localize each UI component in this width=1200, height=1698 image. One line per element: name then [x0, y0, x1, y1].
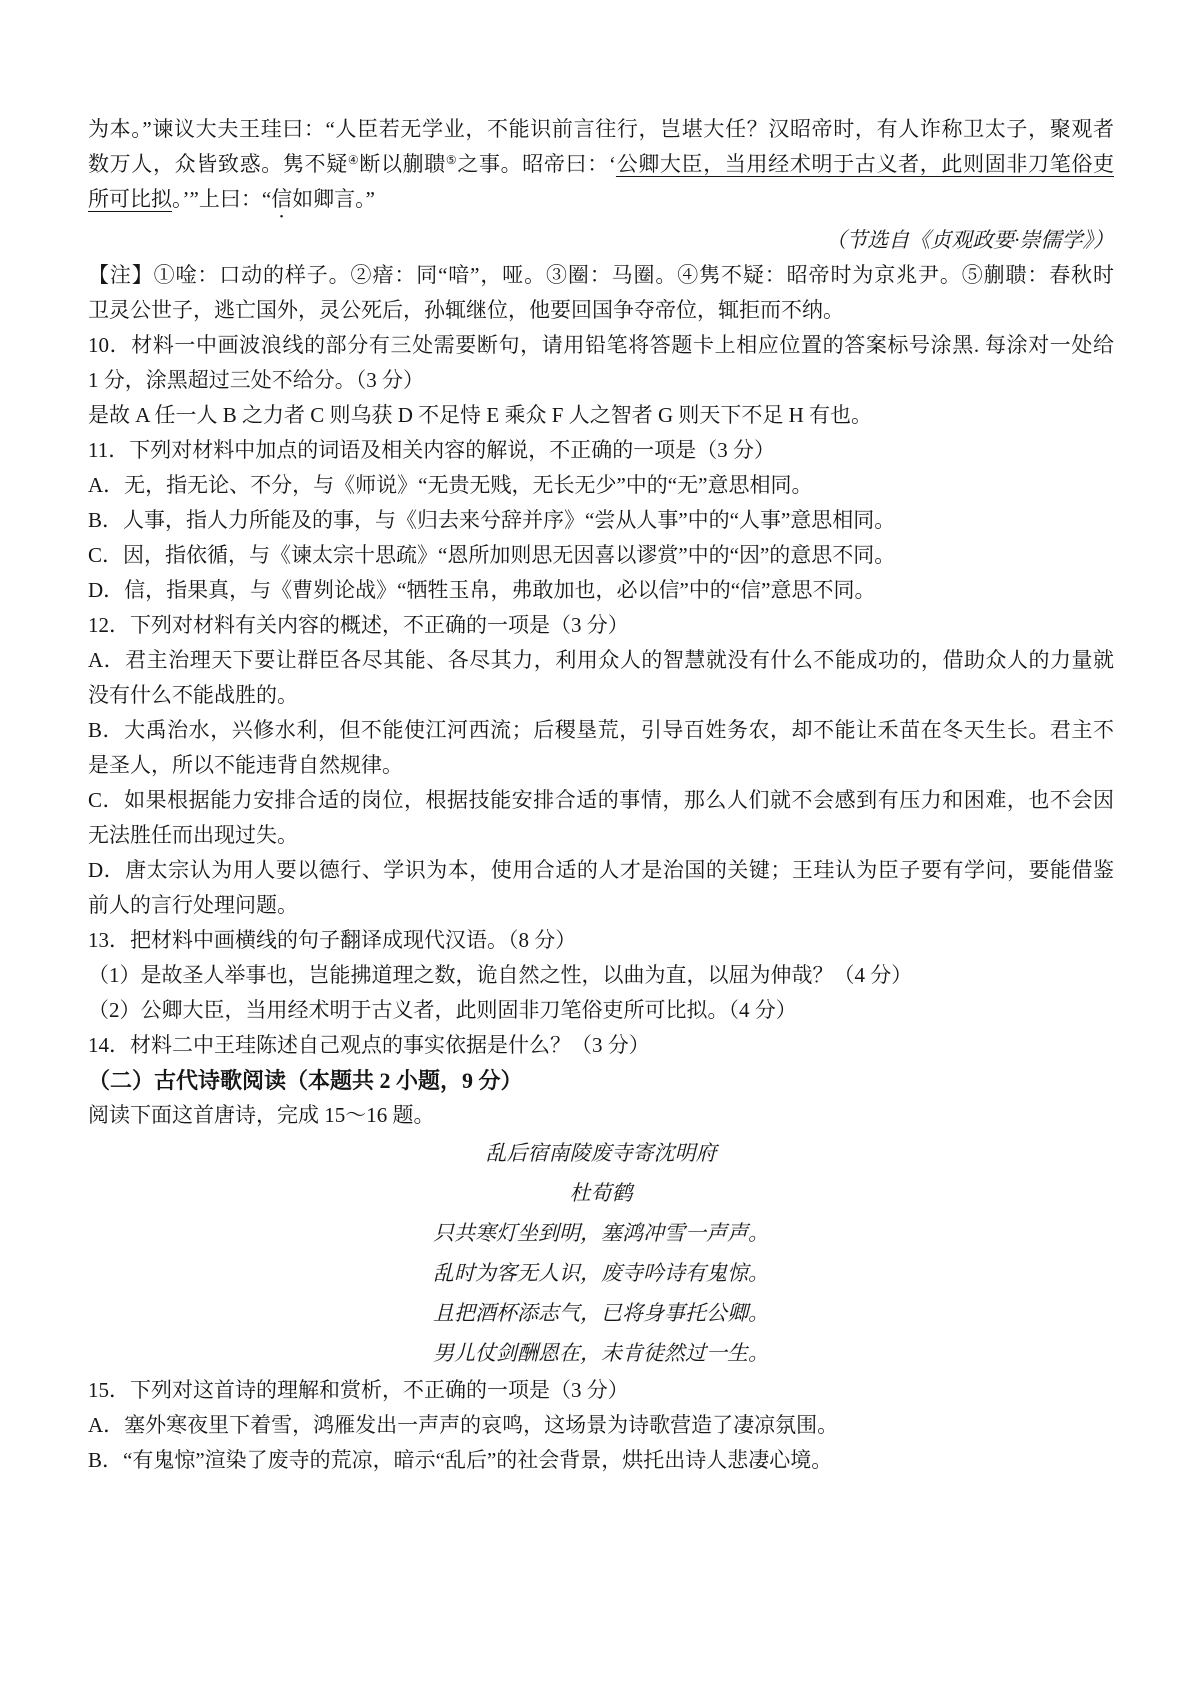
option-b — [88, 1443, 1114, 1478]
emphasized-word: 信 — [271, 187, 293, 211]
text-segment: 乱时为客无人识，废寺吟诗有鬼惊。 — [433, 1261, 769, 1285]
option-c — [88, 818, 1114, 853]
option-d — [88, 573, 1114, 608]
text-segment: 数万人，众皆致惑。隽不疑 — [88, 152, 348, 176]
option-b — [88, 503, 1114, 538]
option-a — [88, 643, 1114, 678]
paragraph-line — [88, 182, 1114, 223]
sentence-breaking-line — [88, 398, 1114, 433]
text-segment: 15．下列对这首诗的理解和赏析，不正确的一项是（3 分） — [88, 1378, 629, 1402]
text-segment: 1 分，涂黑超过三处不给分。（3 分） — [88, 368, 424, 392]
question-14 — [88, 1028, 1114, 1063]
text-segment: 只共寒灯坐到明，塞鸿冲雪一声声。 — [433, 1221, 769, 1245]
text-segment: D．唐太宗认为用人要以德行、学识为本，使用合适的人才是治国的关键；王珪认为臣子要有学问，要能借鉴 — [88, 858, 1114, 882]
underlined-text: 公卿大臣，当用经术明于古义者，此则固非刀笔俗吏 — [615, 152, 1115, 176]
question-15 — [88, 1373, 1114, 1408]
note-reference-mark: ④ — [347, 153, 360, 167]
text-segment: B．“有鬼惊”渲染了废寺的荒凉，暗示“乱后”的社会背景，烘托出诗人悲凄心境。 — [88, 1448, 833, 1472]
text-segment: 是圣人，所以不能违背自然规律。 — [88, 753, 403, 777]
text-segment: D．信，指果真，与《曹刿论战》“牺牲玉帛，弗敢加也，必以信”中的“信”意思不同。 — [88, 578, 876, 602]
poem-line — [88, 1333, 1114, 1373]
text-segment: 。’”上曰：“ — [172, 187, 272, 211]
question-13 — [88, 923, 1114, 958]
question-11 — [88, 433, 1114, 468]
text-segment: A．无，指无论、不分，与《师说》“无贵无贱，无长无少”中的“无”意思相同。 — [88, 473, 813, 497]
poem-title — [88, 1133, 1114, 1173]
text-segment: 是故 A 任一人 B 之力者 C 则乌获 D 不足恃 E 乘众 F 人之智者 G 则天下不足 H 有也。 — [88, 403, 873, 427]
note-line — [88, 293, 1114, 328]
question-10 — [88, 363, 1114, 398]
text-segment: （二）古代诗歌阅读（本题共 2 小题，9 分） — [88, 1068, 523, 1093]
paragraph-line — [88, 147, 1114, 182]
poem-line — [88, 1253, 1114, 1293]
poem-author — [88, 1173, 1114, 1213]
poem-line — [88, 1213, 1114, 1253]
text-segment: B．人事，指人力所能及的事，与《归去来兮辞并序》“尝从人事”中的“人事”意思相同。 — [88, 508, 896, 532]
text-segment: 13．把材料中画横线的句子翻译成现代汉语。（8 分） — [88, 928, 577, 952]
option-a — [88, 1408, 1114, 1443]
option-a — [88, 678, 1114, 713]
text-segment: 14．材料二中王珪陈述自己观点的事实依据是什么？（3 分） — [88, 1033, 650, 1057]
text-segment: 10．材料一中画波浪线的部分有三处需要断句，请用铅笔将答题卡上相应位置的答案标号涂黑. 每涂对一处给 — [88, 333, 1114, 357]
text-segment: A．塞外寒夜里下着雪，鸿雁发出一声声的哀鸣，这场景为诗歌营造了凄凉氛围。 — [88, 1413, 839, 1437]
question-12 — [88, 608, 1114, 643]
text-segment: 且把酒杯添志气，已将身事托公卿。 — [433, 1301, 769, 1325]
text-segment: （节选自《贞观政要·崇儒学》） — [825, 228, 1114, 252]
text-segment: 之事。昭帝曰：‘ — [457, 152, 616, 176]
text-segment: 如卿言。” — [292, 187, 375, 211]
text-segment: B．大禹治水，兴修水利，但不能使江河西流；后稷垦荒，引导百姓务农，却不能让禾苗在冬天生长。君主不 — [88, 718, 1114, 742]
option-d — [88, 853, 1114, 888]
option-b — [88, 748, 1114, 783]
text-segment: 没有什么不能战胜的。 — [88, 683, 298, 707]
paragraph-line — [88, 112, 1114, 147]
option-d — [88, 888, 1114, 923]
document-body — [88, 112, 1114, 1478]
instruction-line — [88, 1098, 1114, 1133]
question-13-2 — [88, 993, 1114, 1028]
note-reference-mark: ⑤ — [445, 153, 458, 167]
text-segment: 卫灵公世子，逃亡国外，灵公死后，孙辄继位，他要回国争夺帝位，辄拒而不纳。 — [88, 298, 844, 322]
text-segment: 男儿仗剑酬恩在，未肯徒然过一生。 — [433, 1341, 769, 1365]
note-line — [88, 258, 1114, 293]
text-segment: （1）是故圣人举事也，岂能拂道理之数，诡自然之性，以曲为直，以屈为伸哉？（4 分） — [88, 963, 913, 987]
text-segment: （2）公卿大臣，当用经术明于古义者，此则固非刀笔俗吏所可比拟。（4 分） — [88, 998, 797, 1022]
option-c — [88, 538, 1114, 573]
text-segment: 断以蒯聩 — [359, 152, 446, 176]
underlined-text: 所可比拟 — [88, 187, 172, 211]
section-heading — [88, 1063, 1114, 1098]
poem-line — [88, 1293, 1114, 1333]
text-segment: 前人的言行处理问题。 — [88, 893, 298, 917]
text-segment: 【注】①唫：口动的样子。②瘖：同“喑”，哑。③圈：马圈。④隽不疑：昭帝时为京兆尹。⑤蒯聩：春秋时 — [88, 263, 1114, 287]
text-segment: C．如果根据能力安排合适的岗位，根据技能安排合适的事情，那么人们就不会感到有压力和困难，也不会因 — [88, 788, 1114, 812]
option-a — [88, 468, 1114, 503]
question-13-1 — [88, 958, 1114, 993]
question-10 — [88, 328, 1114, 363]
text-segment: 杜荀鹤 — [569, 1181, 633, 1205]
option-c — [88, 783, 1114, 818]
text-segment: A．君主治理天下要让群臣各尽其能、各尽其力，利用众人的智慧就没有什么不能成功的，借助众人的力量就 — [88, 648, 1114, 672]
text-segment: 乱后宿南陵废寺寄沈明府 — [485, 1141, 717, 1165]
text-segment: C．因，指依循，与《谏太宗十思疏》“恩所加则思无因喜以谬赏”中的“因”的意思不同。 — [88, 543, 896, 567]
source-line — [88, 223, 1114, 258]
option-b — [88, 713, 1114, 748]
text-segment: 11．下列对材料中加点的词语及相关内容的解说，不正确的一项是（3 分） — [88, 438, 775, 462]
text-segment: 为本。”谏议大夫王珪曰：“人臣若无学业，不能识前言往行，岂堪大任？汉昭帝时，有人诈称卫太子，聚观者 — [88, 117, 1114, 141]
text-segment: 阅读下面这首唐诗，完成 15～16 题。 — [88, 1103, 435, 1127]
text-segment: 无法胜任而出现过失。 — [88, 823, 298, 847]
text-segment: 12．下列对材料有关内容的概述，不正确的一项是（3 分） — [88, 613, 629, 637]
